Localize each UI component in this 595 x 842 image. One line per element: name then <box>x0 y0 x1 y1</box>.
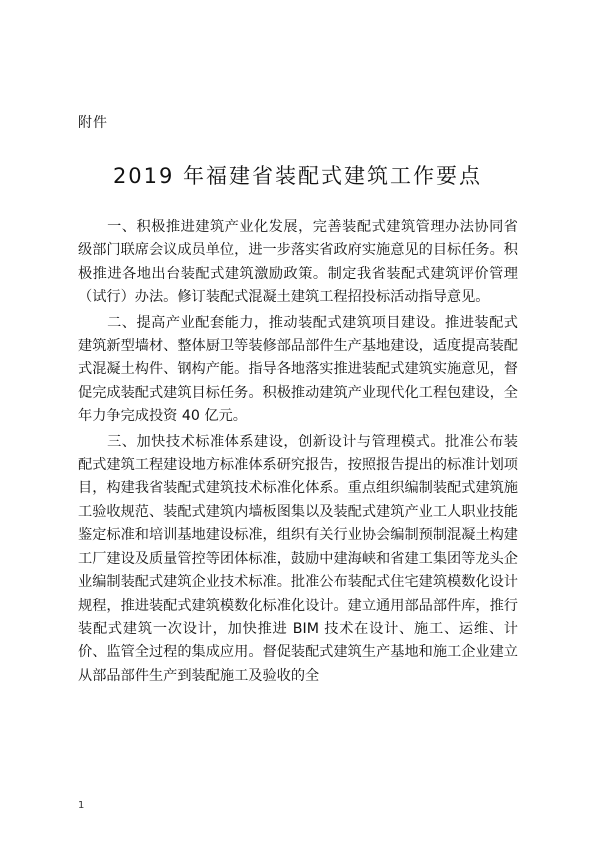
paragraph-3: 三、加快技术标准体系建设，创新设计与管理模式。批准公布装配式建筑工程建设地方标准体系研究报告，按照报告提出的标准计划项目，构建我省装配式建筑技术标准化体系。重点组织编制装配式建筑施工验收规范、装配式建筑内墙板图集以及装配式建筑产业工人职业技能鉴定标准和培训基地建设标准，组织有关行业协会编制预制混凝土构建工厂建设及质量管控等团体标准，鼓励中建海峡和省建工集团等龙头企业编制装配式建筑企业技术标准。批准公布装配式住宅建筑模数化设计规程，推进装配式建筑模数化标准化设计。建立通用部品部件库，推行装配式建筑一次设计，加快推进 BIM 技术在设计、施工、运维、计价、监管全过程的集成应用。督促装配式建筑生产基地和施工企业建立从部品部件生产到装配施工及验收的全 <box>78 433 518 684</box>
page-number: 1 <box>78 800 85 811</box>
attachment-label: 附件 <box>78 115 108 131</box>
document-title: 2019 年福建省装配式建筑工作要点 <box>112 164 483 188</box>
paragraph-2: 二、提高产业配套能力，推动装配式建筑项目建设。推进装配式建筑新型墙材、整体厨卫等装修部品部件生产基地建设，适度提高装配式混凝土构件、钢构产能。指导各地落实推进装配式建筑实施意见，督促完成装配式建筑目标任务。积极推动建筑产业现代化工程包建设，全年力争完成投资 40 亿元。 <box>78 314 518 425</box>
document-body <box>78 216 518 690</box>
paragraph-1: 一、积极推进建筑产业化发展，完善装配式建筑管理办法协同省级部门联席会议成员单位，进一步落实省政府实施意见的目标任务。积极推进各地出台装配式建筑激励政策。制定我省装配式建筑评价管理（试行）办法。修订装配式混凝土建筑工程招投标活动指导意见。 <box>78 219 518 306</box>
